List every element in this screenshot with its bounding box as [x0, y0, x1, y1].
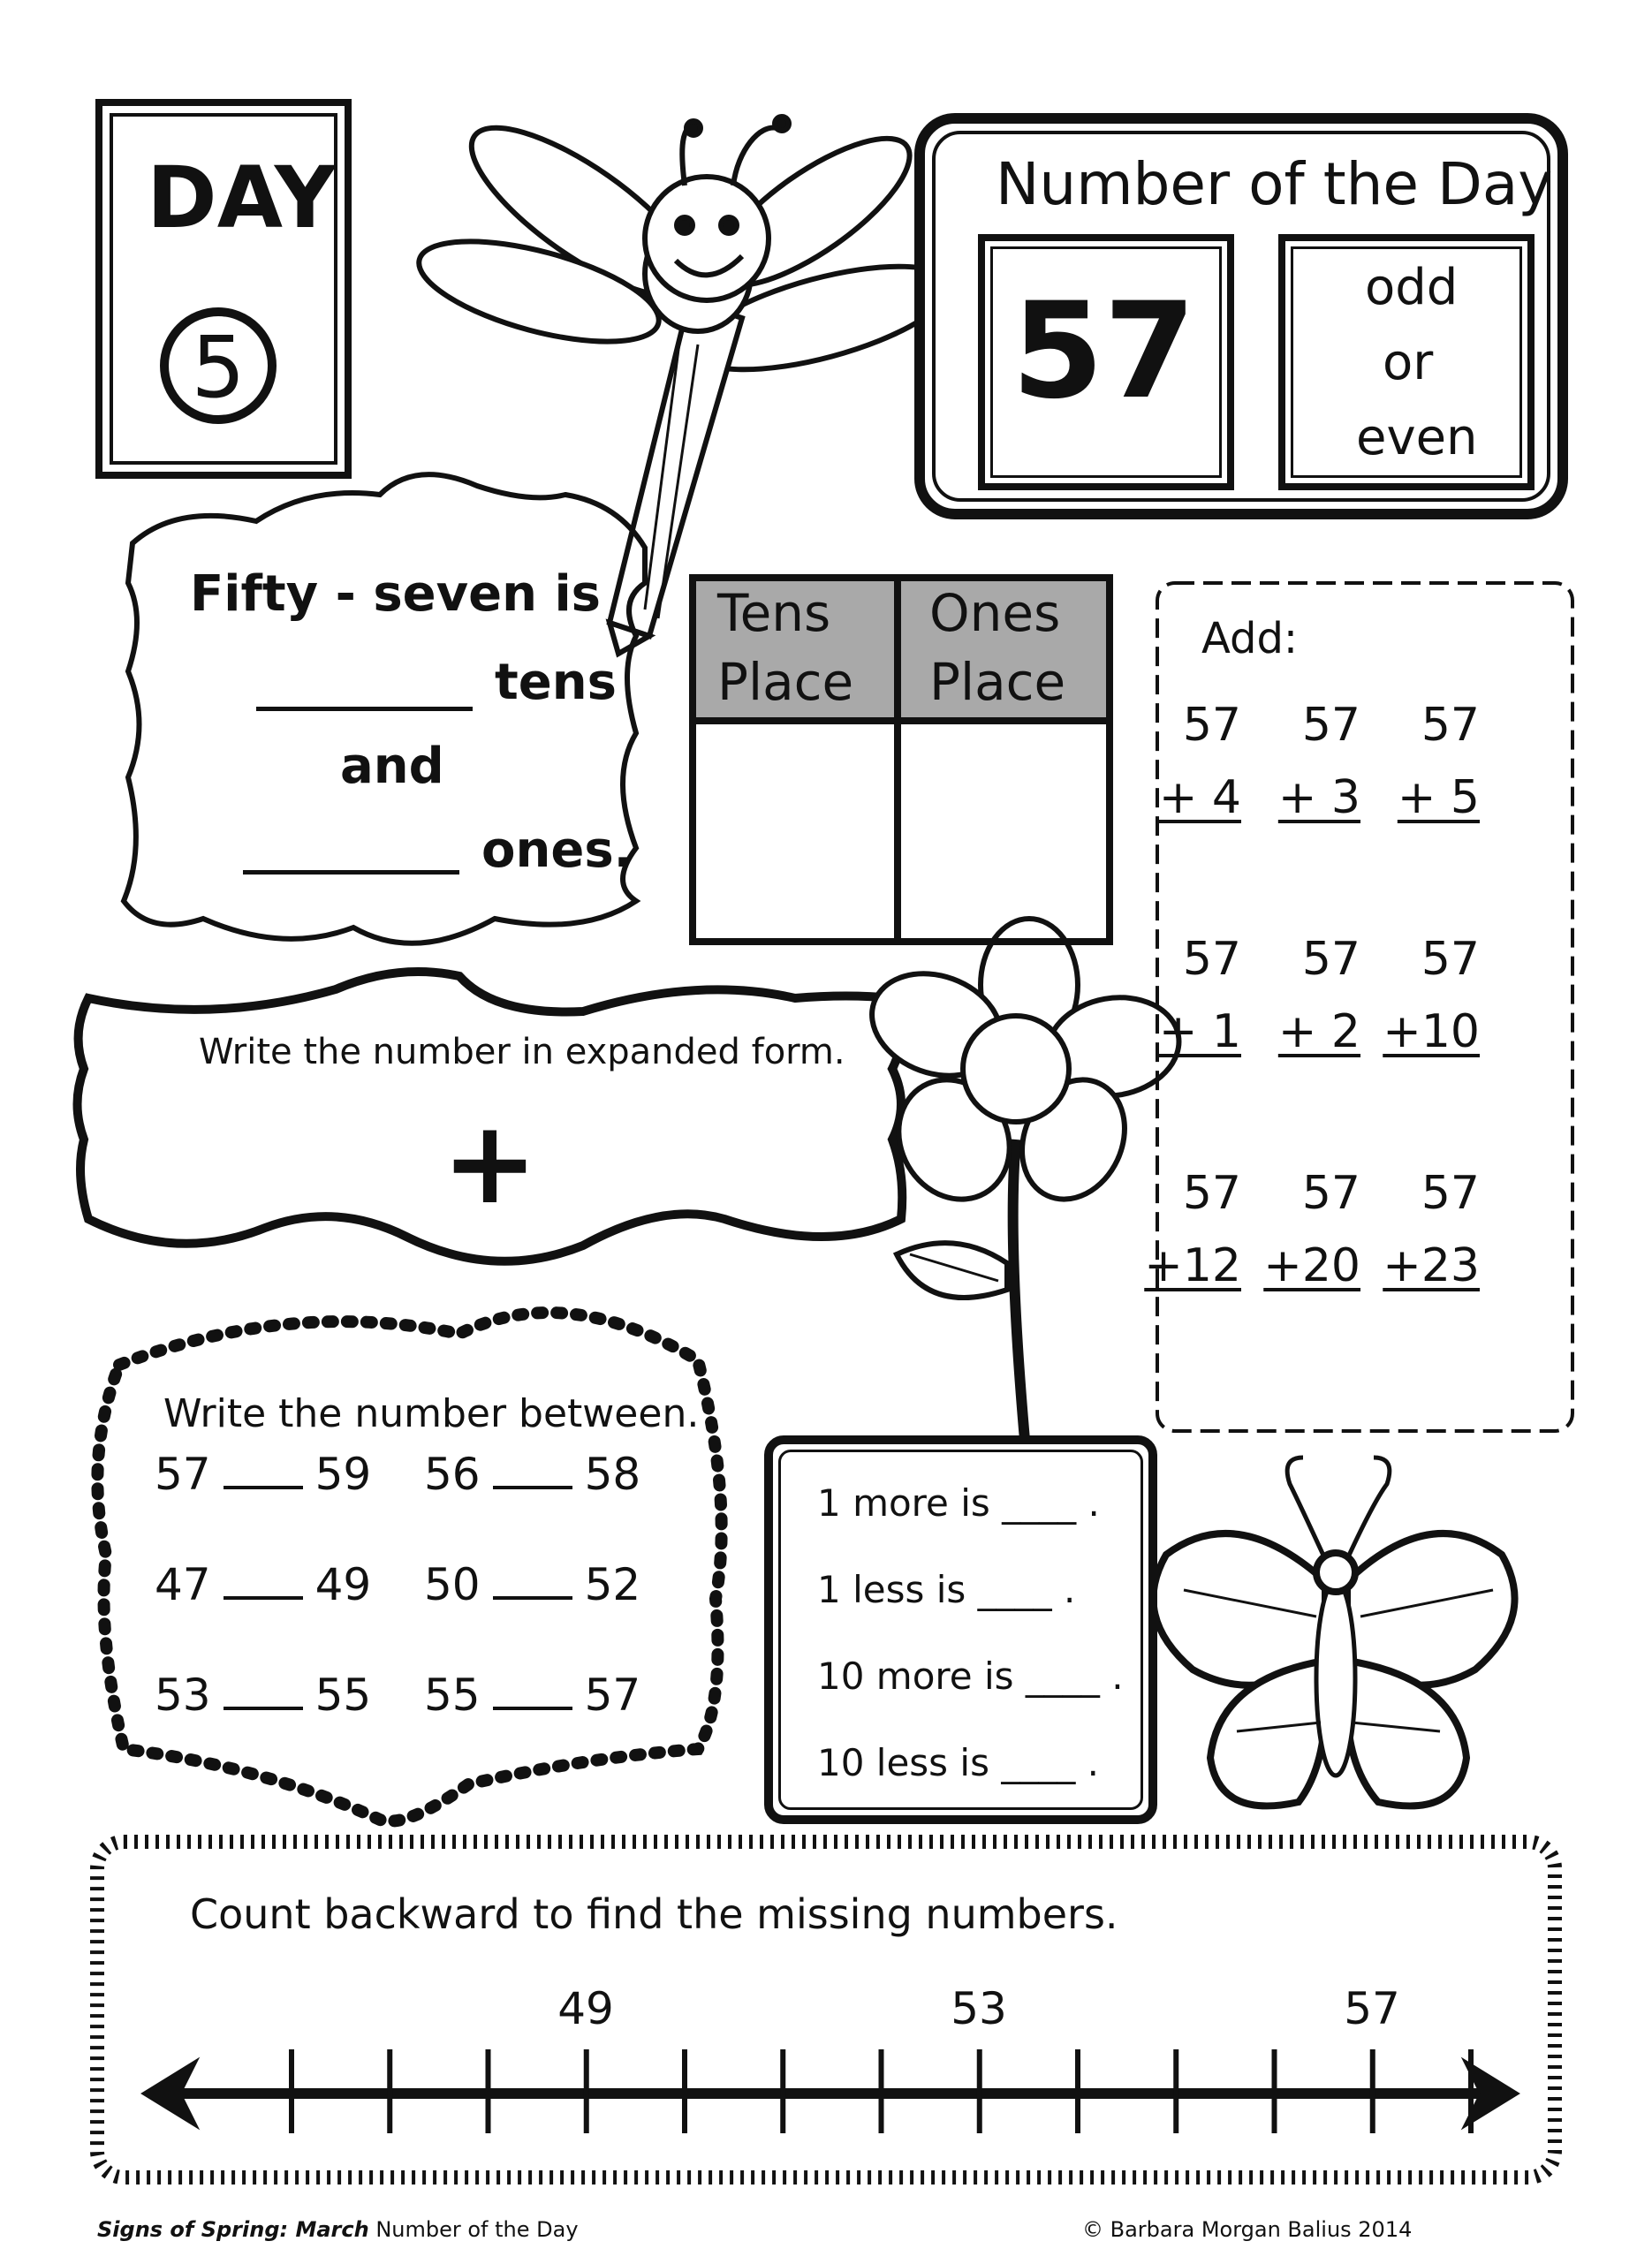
tens-ones-line1: Fifty - seven is	[190, 565, 602, 623]
addend-top: 57	[1421, 699, 1480, 752]
day-label: DAY	[147, 148, 337, 247]
ones-header-line2: Place	[929, 652, 1066, 712]
add-problem	[1374, 1157, 1480, 1302]
answer-blank[interactable]	[224, 1450, 303, 1489]
tens-header-line2: Place	[717, 652, 854, 712]
tens-blank	[256, 707, 473, 711]
between-end: 57	[584, 1670, 641, 1721]
between-start: 57	[155, 1449, 211, 1500]
more-less-line-3: 10 more is ____ .	[817, 1654, 1124, 1698]
day-box	[95, 99, 352, 479]
place-value-table	[689, 574, 1113, 945]
day-number: 5	[191, 318, 246, 417]
more-less-box	[764, 1435, 1157, 1824]
between-item	[424, 1670, 640, 1721]
butterfly-illustration	[1153, 1458, 1514, 1806]
ones-header-line1: Ones	[929, 583, 1061, 643]
ones-suffix: ones.	[481, 822, 633, 879]
tick-label-57: 57	[1344, 1983, 1400, 2034]
between-start: 55	[424, 1670, 481, 1721]
addend-bottom: + 2	[1277, 1005, 1360, 1058]
addend-top: 57	[1301, 1167, 1360, 1220]
answer-blank[interactable]	[493, 1561, 572, 1600]
addend-bottom: + 4	[1158, 771, 1241, 824]
addend-top: 57	[1182, 699, 1241, 752]
footer-title: Number of the Day	[375, 2217, 579, 2242]
tens-header-line1: Tens	[717, 583, 831, 643]
addend-top: 57	[1182, 1167, 1241, 1220]
addend-bottom: +23	[1383, 1239, 1480, 1292]
addend-bottom: +20	[1263, 1239, 1360, 1292]
addend-top: 57	[1301, 699, 1360, 752]
number-box	[978, 234, 1234, 490]
footer-copyright: © Barbara Morgan Balius 2014	[1082, 2217, 1413, 2242]
addend-bottom: +10	[1383, 1005, 1480, 1058]
tick-label-49: 49	[557, 1983, 614, 2034]
number-value: 57	[1012, 275, 1196, 428]
odd-even-box	[1278, 234, 1535, 490]
between-title: Write the number between.	[163, 1391, 700, 1436]
between-end: 55	[314, 1670, 372, 1721]
tick-label-53: 53	[951, 1983, 1007, 2034]
addend-top: 57	[1421, 1167, 1480, 1220]
add-problem	[1135, 689, 1241, 834]
more-less-line-1: 1 more is ____ .	[817, 1481, 1100, 1525]
footer-series: Signs of Spring: March	[97, 2217, 369, 2242]
ones-blank	[243, 870, 459, 875]
add-problem	[1135, 1157, 1241, 1302]
addend-bottom: + 3	[1277, 771, 1360, 824]
addend-top: 57	[1182, 933, 1241, 986]
day-number-circle	[160, 307, 277, 424]
more-less-line-2: 1 less is ____ .	[817, 1568, 1076, 1611]
footer-left	[97, 2217, 579, 2242]
addend-bottom: + 1	[1158, 1005, 1241, 1058]
between-item	[424, 1559, 640, 1610]
between-start: 53	[155, 1670, 211, 1721]
add-label: Add:	[1201, 614, 1299, 663]
expanded-form-instruction: Write the number in expanded form.	[199, 1032, 845, 1072]
tens-suffix: tens	[495, 654, 617, 711]
add-problem	[1135, 923, 1241, 1068]
between-item	[155, 1670, 371, 1721]
answer-blank[interactable]	[224, 1561, 303, 1600]
between-end: 58	[584, 1449, 641, 1500]
between-start: 56	[424, 1449, 481, 1500]
add-problem	[1374, 923, 1480, 1068]
answer-blank[interactable]	[493, 1671, 572, 1710]
number-of-day-title: Number of the Day	[996, 150, 1553, 218]
between-item	[155, 1559, 371, 1610]
more-less-line-4: 10 less is ____ .	[817, 1741, 1100, 1784]
between-end: 59	[314, 1449, 372, 1500]
odd-label: odd	[1365, 259, 1459, 316]
number-of-day-box	[914, 113, 1568, 519]
addend-bottom: + 5	[1397, 771, 1480, 824]
and-word: and	[340, 738, 444, 795]
expanded-form-plus: +	[442, 1095, 538, 1230]
add-problem	[1374, 689, 1480, 834]
add-problem	[1254, 689, 1360, 834]
add-problem	[1254, 1157, 1360, 1302]
between-end: 49	[314, 1559, 372, 1610]
between-end: 52	[584, 1559, 641, 1610]
between-item	[155, 1449, 371, 1500]
answer-blank[interactable]	[493, 1450, 572, 1489]
addend-top: 57	[1421, 933, 1480, 986]
addend-bottom: +12	[1144, 1239, 1241, 1292]
answer-blank[interactable]	[224, 1671, 303, 1710]
between-start: 50	[424, 1559, 481, 1610]
number-line-axis	[141, 2049, 1519, 2133]
add-problem	[1254, 923, 1360, 1068]
even-label: even	[1356, 409, 1478, 466]
number-line-title: Count backward to find the missing numbers.	[190, 1890, 1118, 1938]
between-item	[424, 1449, 640, 1500]
or-label: or	[1383, 334, 1434, 391]
addend-top: 57	[1301, 933, 1360, 986]
between-start: 47	[155, 1559, 211, 1610]
